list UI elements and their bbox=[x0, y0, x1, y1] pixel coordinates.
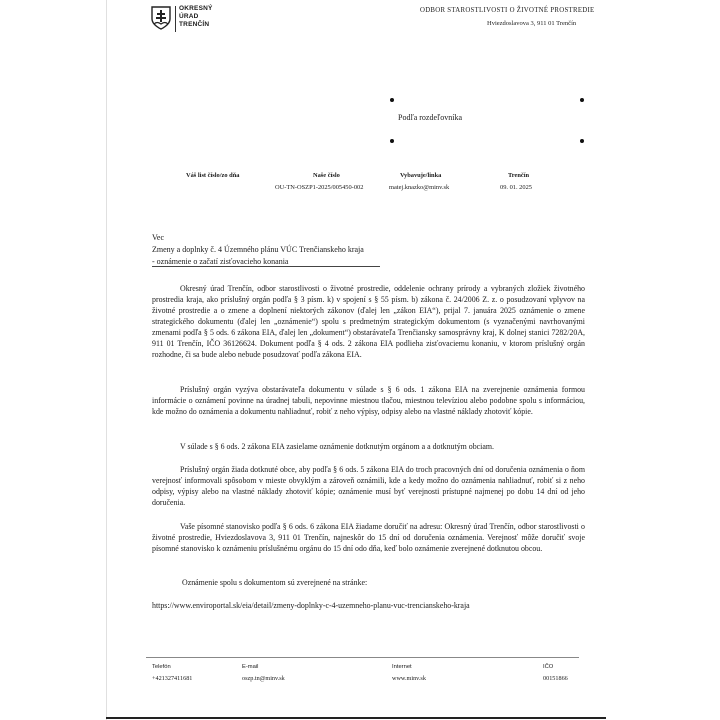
ref-label-handled-by: Vybavuje/linka bbox=[400, 172, 442, 179]
office-logo bbox=[151, 4, 241, 36]
logo-divider bbox=[175, 6, 176, 32]
address-mark-top-right bbox=[580, 98, 584, 102]
body-paragraph-3: V súlade s § 6 ods. 2 zákona EIA zasielame oznámenie dotknutým orgánom a a dotknutým obciam. bbox=[180, 442, 494, 451]
subject-label: Vec bbox=[152, 233, 164, 242]
header-department: ODBOR STAROSTLIVOSTI O ŽIVOTNÉ PROSTREDIE bbox=[420, 7, 595, 14]
document-url[interactable]: https://www.enviroportal.sk/eia/detail/zmeny-doplnky-c-4-uzemneho-planu-vuc-trencianskeho-kraja bbox=[152, 601, 470, 610]
logo-line-2: ÚRAD bbox=[179, 13, 199, 20]
page-bottom-edge bbox=[106, 717, 606, 719]
header-address: Hviezdoslavova 3, 911 01 Trenčín bbox=[487, 20, 577, 27]
ref-value-date: 09. 01. 2025 bbox=[500, 184, 532, 191]
subject-line-1: Zmeny a doplnky č. 4 Územného plánu VÚC Trenčianskeho kraja bbox=[152, 245, 364, 254]
body-paragraph-5: Vaše písomné stanovisko podľa § 6 ods. 6 zákona EIA žiadame doručiť na adresu: Okresný úrad Trenčín, odbor starostlivosti o životné prostredie, Hviezdoslavova 3, 911 01 Trenčín, najneskôr do 15 dní od doručenia oznámenia. Verejnosť môže doručiť svoje písomné stanovisko k oznámeniu príslušnému orgánu do 15 dní odo dňa, keď bolo oznámenie zverejnené dotknutou obcou. bbox=[152, 522, 585, 553]
body-paragraph-1: Okresný úrad Trenčín, odbor starostlivosti o životné prostredie, oddelenie ochrany prírody a vybraných zložiek životného prostredia kraja, ako príslušný orgán podľa § 3 písm. k) v spojení s § 55 písm. b) zákona č. 24/2006 Z. z. o posudzovaní vplyvov na životné prostredie a o zmene a doplnení niektorých zákonov (ďalej len „zákon EIA“), prijal 7. januára 2025 oznámenie o zmene strategického dokumentu (ďalej len „oznámenie“) spolu s predmetným strategickým dokumentom (s vyznačenými navrhovanými zmenami podľa § 5 ods. 6 zákona EIA, ďalej len „dokument“) obstarávateľa Trenčiansky samosprávny kraj, K dolnej stanici 7282/20A, 911 01 Trenčín, IČO 36126624. Dokument podľa § 4 ods. 2 zákona EIA podlieha zisťovaciemu konaniu, v ktorom príslušný orgán rozhodne, či sa bude alebo nebude posudzovať podľa zákona EIA. bbox=[152, 284, 585, 359]
logo-line-3: TRENČÍN bbox=[179, 21, 210, 28]
footer-email[interactable]: oszp.tn@minv.sk bbox=[242, 675, 285, 682]
footer-ico-label: IČO bbox=[543, 664, 554, 670]
ref-label-your-letter: Váš list číslo/zo dňa bbox=[186, 172, 240, 179]
recipient: Podľa rozdeľovníka bbox=[398, 113, 463, 122]
footer-web[interactable]: www.minv.sk bbox=[392, 675, 426, 682]
footer-web-label: Internet bbox=[392, 664, 412, 670]
logo-line-1: OKRESNÝ bbox=[179, 5, 213, 12]
ref-label-our-number: Naše číslo bbox=[313, 172, 340, 179]
address-mark-top-left bbox=[390, 98, 394, 102]
link-intro: Oznámenie spolu s dokumentom sú zverejnené na stránke: bbox=[182, 578, 368, 587]
footer-phone-label: Telefón bbox=[152, 664, 171, 670]
address-mark-bottom-left bbox=[390, 139, 394, 143]
footer-email-label: E-mail bbox=[242, 664, 259, 670]
subject-underline bbox=[152, 266, 380, 267]
ref-label-place: Trenčín bbox=[508, 172, 530, 179]
slovak-coat-of-arms-icon bbox=[151, 6, 171, 30]
body-paragraph-2: Príslušný orgán vyzýva obstarávateľa dokumentu v súlade s § 6 ods. 1 zákona EIA na zverejnenie oznámenia formou informácie o oznámení povinne na úradnej tabuli, nepovinne miestnou tlačou, miestnou televíziou alebo podobne spolu s informáciou, kde možno do oznámenia a dokumentu nahliadnuť, robiť z neho výpisy, odpisy alebo na vlastné náklady zhotoviť kópie. bbox=[152, 385, 585, 416]
footer-phone: +421327411681 bbox=[152, 675, 193, 682]
body-paragraph-4: Príslušný orgán žiada dotknuté obce, aby podľa § 6 ods. 5 zákona EIA do troch pracovných dní od doručenia oznámenia o ňom verejnosť informovali spôsobom v mieste obvyklým a zároveň oznámili, kde a kedy možno do oznámenia nahliadnuť, robiť si z neho odpisy, výpisy alebo na vlastné náklady zhotoviť kópie; oznámenie musí byť verejnosti prístupné najmenej po dobu 14 dní od jeho doručenia. bbox=[152, 465, 585, 507]
ref-value-handled-by: matej.knazko@minv.sk bbox=[389, 184, 450, 191]
footer-ico: 00151866 bbox=[543, 675, 568, 682]
ref-value-our-number: OU-TN-OSZP1-2025/005450-002 bbox=[275, 184, 364, 191]
address-mark-bottom-right bbox=[580, 139, 584, 143]
logo-text bbox=[179, 5, 213, 29]
footer-divider bbox=[146, 657, 579, 658]
subject-line-2: - oznámenie o začatí zisťovacieho konania bbox=[152, 257, 289, 266]
